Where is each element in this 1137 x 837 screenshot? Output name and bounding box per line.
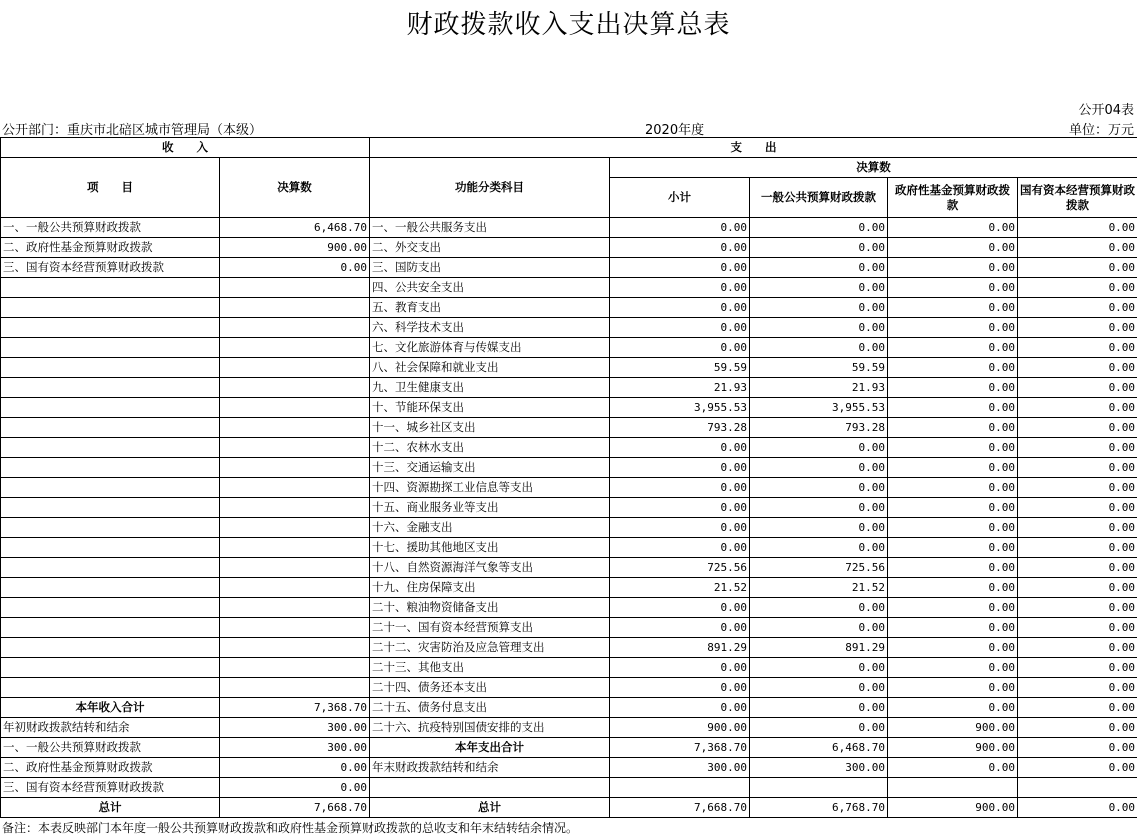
gov-fund-cell: 0.00 [888,418,1018,438]
general-budget-cell: 0.00 [750,258,888,278]
general-budget-cell: 725.56 [750,558,888,578]
table-row [1,718,1137,738]
table-row [1,458,1137,478]
income-amount-cell [220,578,370,598]
state-capital-cell: 0.00 [1018,418,1137,438]
general-budget-cell: 0.00 [750,678,888,698]
general-budget-cell: 0.00 [750,698,888,718]
gov-fund-cell: 0.00 [888,658,1018,678]
general-budget-cell: 0.00 [750,538,888,558]
general-budget-cell: 3,955.53 [750,398,888,418]
income-item-cell: 二、政府性基金预算财政拨款 [1,238,220,258]
state-capital-cell: 0.00 [1018,498,1137,518]
subtotal-cell: 0.00 [610,458,750,478]
general-budget-cell: 6,468.70 [750,738,888,758]
income-item-cell [1,638,220,658]
income-amount-cell [220,558,370,578]
subtotal-cell: 21.93 [610,378,750,398]
income-amount-cell [220,538,370,558]
table-row [1,538,1137,558]
table-row [1,358,1137,378]
subtotal-cell: 0.00 [610,278,750,298]
subtotal-cell: 0.00 [610,498,750,518]
income-amount-cell [220,278,370,298]
income-amount-cell [220,338,370,358]
general-budget-cell: 0.00 [750,498,888,518]
expense-item-cell: 二、外交支出 [370,238,610,258]
subtotal-cell: 891.29 [610,638,750,658]
gov-fund-cell: 0.00 [888,498,1018,518]
subtotal-cell: 0.00 [610,598,750,618]
gov-fund-cell: 0.00 [888,258,1018,278]
subtotal-cell: 0.00 [610,238,750,258]
expense-item-cell: 二十六、抗疫特别国债安排的支出 [370,718,610,738]
expense-item-cell: 年末财政拨款结转和结余 [370,758,610,778]
subtotal-cell: 0.00 [610,678,750,698]
state-capital-cell: 0.00 [1018,458,1137,478]
income-item-cell [1,338,220,358]
subtotal-cell: 0.00 [610,338,750,358]
subtotal-cell: 3,955.53 [610,398,750,418]
gov-fund-cell: 0.00 [888,678,1018,698]
income-amount-cell [220,658,370,678]
gov-fund-cell: 900.00 [888,798,1018,818]
gov-fund-cell: 0.00 [888,598,1018,618]
general-budget-cell: 0.00 [750,718,888,738]
income-amount-cell [220,478,370,498]
state-capital-cell: 0.00 [1018,638,1137,658]
gov-fund-cell: 900.00 [888,738,1018,758]
gov-fund-cell: 0.00 [888,238,1018,258]
gov-fund-cell: 0.00 [888,298,1018,318]
income-header: 收 入 [1,138,370,158]
gov-fund-cell: 0.00 [888,758,1018,778]
subtotal-cell: 0.00 [610,218,750,238]
gov-fund-cell: 0.00 [888,398,1018,418]
gov-fund-cell: 0.00 [888,378,1018,398]
expense-item-cell: 本年支出合计 [370,738,610,758]
state-capital-cell: 0.00 [1018,478,1137,498]
table-row [1,318,1137,338]
income-item-cell: 二、政府性基金预算财政拨款 [1,758,220,778]
expense-item-cell: 二十五、债务付息支出 [370,698,610,718]
income-item-cell [1,598,220,618]
state-capital-cell: 0.00 [1018,578,1137,598]
state-capital-cell [1018,778,1137,798]
gov-fund-cell [888,778,1018,798]
income-amount-cell [220,618,370,638]
subtotal-header: 小计 [610,178,750,218]
table-row [1,378,1137,398]
table-row [1,298,1137,318]
expense-item-cell: 二十二、灾害防治及应急管理支出 [370,638,610,658]
income-item-cell: 三、国有资本经营预算财政拨款 [1,258,220,278]
form-number: 公开04表 [1078,103,1134,118]
income-amount-cell [220,378,370,398]
gov-fund-cell: 0.00 [888,218,1018,238]
state-capital-cell: 0.00 [1018,258,1137,278]
expense-item-cell: 九、卫生健康支出 [370,378,610,398]
income-amount-cell: 300.00 [220,738,370,758]
income-item-cell [1,678,220,698]
expense-item-cell: 十二、农林水支出 [370,438,610,458]
general-budget-cell: 0.00 [750,658,888,678]
income-item-cell [1,478,220,498]
expense-item-cell: 二十、粮油物资储备支出 [370,598,610,618]
expense-item-cell: 八、社会保障和就业支出 [370,358,610,378]
gov-fund-cell: 0.00 [888,638,1018,658]
expense-item-cell: 二十一、国有资本经营预算支出 [370,618,610,638]
income-amount-cell: 7,368.70 [220,698,370,718]
table-row [1,758,1137,778]
gov-fund-cell: 0.00 [888,318,1018,338]
general-budget-cell: 0.00 [750,298,888,318]
income-amount-cell [220,398,370,418]
expense-item-cell: 六、科学技术支出 [370,318,610,338]
income-item-cell: 三、国有资本经营预算财政拨款 [1,778,220,798]
subtotal-cell: 0.00 [610,258,750,278]
state-capital-cell: 0.00 [1018,538,1137,558]
income-item-cell [1,318,220,338]
table-row [1,738,1137,758]
expense-item-cell: 十四、资源勘探工业信息等支出 [370,478,610,498]
expense-item-cell: 五、教育支出 [370,298,610,318]
income-item-cell [1,578,220,598]
state-capital-cell: 0.00 [1018,798,1137,818]
subtotal-cell: 0.00 [610,298,750,318]
income-item-cell [1,558,220,578]
subtotal-cell: 0.00 [610,318,750,338]
state-capital-header: 国有资本经营预算财政拨款 [1018,178,1137,218]
subtotal-cell: 300.00 [610,758,750,778]
state-capital-cell: 0.00 [1018,438,1137,458]
gov-fund-cell: 0.00 [888,578,1018,598]
income-item-cell [1,298,220,318]
subtotal-cell: 7,668.70 [610,798,750,818]
income-amount-cell [220,418,370,438]
general-budget-cell: 891.29 [750,638,888,658]
amount-header: 决算数 [220,158,370,218]
state-capital-cell: 0.00 [1018,358,1137,378]
income-amount-cell [220,518,370,538]
income-amount-cell [220,598,370,618]
gov-fund-cell: 0.00 [888,338,1018,358]
state-capital-cell: 0.00 [1018,378,1137,398]
subtotal-cell: 0.00 [610,698,750,718]
state-capital-cell: 0.00 [1018,318,1137,338]
state-capital-cell: 0.00 [1018,598,1137,618]
income-amount-cell [220,638,370,658]
table-row [1,478,1137,498]
general-budget-cell: 0.00 [750,618,888,638]
gov-fund-cell: 0.00 [888,698,1018,718]
item-header: 项 目 [1,158,220,218]
subtotal-cell: 21.52 [610,578,750,598]
state-capital-cell: 0.00 [1018,618,1137,638]
general-budget-cell: 6,768.70 [750,798,888,818]
income-amount-cell [220,678,370,698]
expense-item-cell: 十八、自然资源海洋气象等支出 [370,558,610,578]
table-row [1,558,1137,578]
state-capital-cell: 0.00 [1018,758,1137,778]
table-row [1,698,1137,718]
general-budget-cell: 21.93 [750,378,888,398]
general-budget-cell [750,778,888,798]
expense-item-cell: 十一、城乡社区支出 [370,418,610,438]
table-row [1,398,1137,418]
gov-fund-cell: 900.00 [888,718,1018,738]
table-row [1,418,1137,438]
state-capital-cell: 0.00 [1018,718,1137,738]
income-item-cell: 总计 [1,798,220,818]
subtotal-cell: 725.56 [610,558,750,578]
table-row [1,778,1137,798]
income-item-cell [1,398,220,418]
general-budget-cell: 0.00 [750,218,888,238]
income-amount-cell: 900.00 [220,238,370,258]
income-amount-cell: 0.00 [220,258,370,278]
table-row [1,618,1137,638]
general-budget-cell: 0.00 [750,478,888,498]
income-amount-cell: 6,468.70 [220,218,370,238]
state-capital-cell: 0.00 [1018,338,1137,358]
final-amount-header: 决算数 [610,158,1137,178]
expense-item-cell: 十三、交通运输支出 [370,458,610,478]
subtotal-cell: 793.28 [610,418,750,438]
state-capital-cell: 0.00 [1018,518,1137,538]
function-category-header: 功能分类科目 [370,158,610,218]
state-capital-cell: 0.00 [1018,298,1137,318]
expense-item-cell [370,778,610,798]
subtotal-cell: 59.59 [610,358,750,378]
income-item-cell [1,278,220,298]
income-item-cell: 一、一般公共预算财政拨款 [1,738,220,758]
subtotal-cell: 0.00 [610,538,750,558]
state-capital-cell: 0.00 [1018,698,1137,718]
income-amount-cell [220,298,370,318]
fiscal-year: 2020年度 [645,123,705,138]
table-row [1,578,1137,598]
gov-fund-header: 政府性基金预算财政拨款 [888,178,1018,218]
state-capital-cell: 0.00 [1018,398,1137,418]
income-item-cell [1,498,220,518]
table-row [1,238,1137,258]
income-amount-cell: 300.00 [220,718,370,738]
footnote: 备注：本表反映部门本年度一般公共预算财政拨款和政府性基金预算财政拨款的总收支和年末结转结余情况。 [2,821,579,835]
subtotal-cell: 0.00 [610,518,750,538]
income-amount-cell: 0.00 [220,778,370,798]
general-budget-cell: 0.00 [750,518,888,538]
income-item-cell [1,538,220,558]
general-budget-header: 一般公共预算财政拨款 [750,178,888,218]
state-capital-cell: 0.00 [1018,658,1137,678]
table-row [1,218,1137,238]
table-row [1,278,1137,298]
report-title: 财政拨款收入支出决算总表 [406,10,731,40]
gov-fund-cell: 0.00 [888,278,1018,298]
table-row [1,598,1137,618]
income-amount-cell [220,458,370,478]
gov-fund-cell: 0.00 [888,538,1018,558]
income-item-cell [1,418,220,438]
expense-item-cell: 十五、商业服务业等支出 [370,498,610,518]
gov-fund-cell: 0.00 [888,618,1018,638]
income-amount-cell: 7,668.70 [220,798,370,818]
gov-fund-cell: 0.00 [888,458,1018,478]
general-budget-cell: 21.52 [750,578,888,598]
income-item-cell [1,378,220,398]
income-item-cell [1,618,220,638]
gov-fund-cell: 0.00 [888,478,1018,498]
table-row [1,658,1137,678]
table-row [1,518,1137,538]
general-budget-cell: 0.00 [750,278,888,298]
income-item-cell [1,458,220,478]
state-capital-cell: 0.00 [1018,218,1137,238]
general-budget-cell: 300.00 [750,758,888,778]
expense-item-cell: 七、文化旅游体育与传媒支出 [370,338,610,358]
expense-item-cell: 十、节能环保支出 [370,398,610,418]
expense-item-cell: 十六、金融支出 [370,518,610,538]
income-item-cell [1,658,220,678]
income-item-cell [1,438,220,458]
income-amount-cell [220,358,370,378]
expense-item-cell: 总计 [370,798,610,818]
table-row [1,338,1137,358]
table-row [1,798,1137,818]
expense-header: 支 出 [370,138,1137,158]
expense-item-cell: 四、公共安全支出 [370,278,610,298]
state-capital-cell: 0.00 [1018,238,1137,258]
subtotal-cell [610,778,750,798]
table-row [1,498,1137,518]
table-row [1,438,1137,458]
subtotal-cell: 0.00 [610,618,750,638]
income-amount-cell [220,318,370,338]
general-budget-cell: 793.28 [750,418,888,438]
income-amount-cell [220,438,370,458]
state-capital-cell: 0.00 [1018,738,1137,758]
state-capital-cell: 0.00 [1018,678,1137,698]
unit-label: 单位：万元 [1068,123,1134,138]
general-budget-cell: 0.00 [750,238,888,258]
income-item-cell: 本年收入合计 [1,698,220,718]
subtotal-cell: 900.00 [610,718,750,738]
general-budget-cell: 0.00 [750,318,888,338]
expense-item-cell: 三、国防支出 [370,258,610,278]
income-item-cell: 年初财政拨款结转和结余 [1,718,220,738]
general-budget-cell: 0.00 [750,438,888,458]
budget-table [0,137,1137,818]
expense-item-cell: 二十三、其他支出 [370,658,610,678]
gov-fund-cell: 0.00 [888,358,1018,378]
department-label: 公开部门：重庆市北碚区城市管理局（本级） [2,123,263,138]
income-amount-cell: 0.00 [220,758,370,778]
general-budget-cell: 59.59 [750,358,888,378]
state-capital-cell: 0.00 [1018,558,1137,578]
table-row [1,678,1137,698]
gov-fund-cell: 0.00 [888,518,1018,538]
state-capital-cell: 0.00 [1018,278,1137,298]
general-budget-cell: 0.00 [750,338,888,358]
subtotal-cell: 0.00 [610,478,750,498]
table-row [1,638,1137,658]
gov-fund-cell: 0.00 [888,558,1018,578]
subtotal-cell: 0.00 [610,438,750,458]
table-row [1,258,1137,278]
income-amount-cell [220,498,370,518]
gov-fund-cell: 0.00 [888,438,1018,458]
income-item-cell: 一、一般公共预算财政拨款 [1,218,220,238]
expense-item-cell: 一、一般公共服务支出 [370,218,610,238]
expense-item-cell: 十七、援助其他地区支出 [370,538,610,558]
expense-item-cell: 十九、住房保障支出 [370,578,610,598]
subtotal-cell: 0.00 [610,658,750,678]
expense-item-cell: 二十四、债务还本支出 [370,678,610,698]
general-budget-cell: 0.00 [750,598,888,618]
income-item-cell [1,518,220,538]
general-budget-cell: 0.00 [750,458,888,478]
subtotal-cell: 7,368.70 [610,738,750,758]
income-item-cell [1,358,220,378]
